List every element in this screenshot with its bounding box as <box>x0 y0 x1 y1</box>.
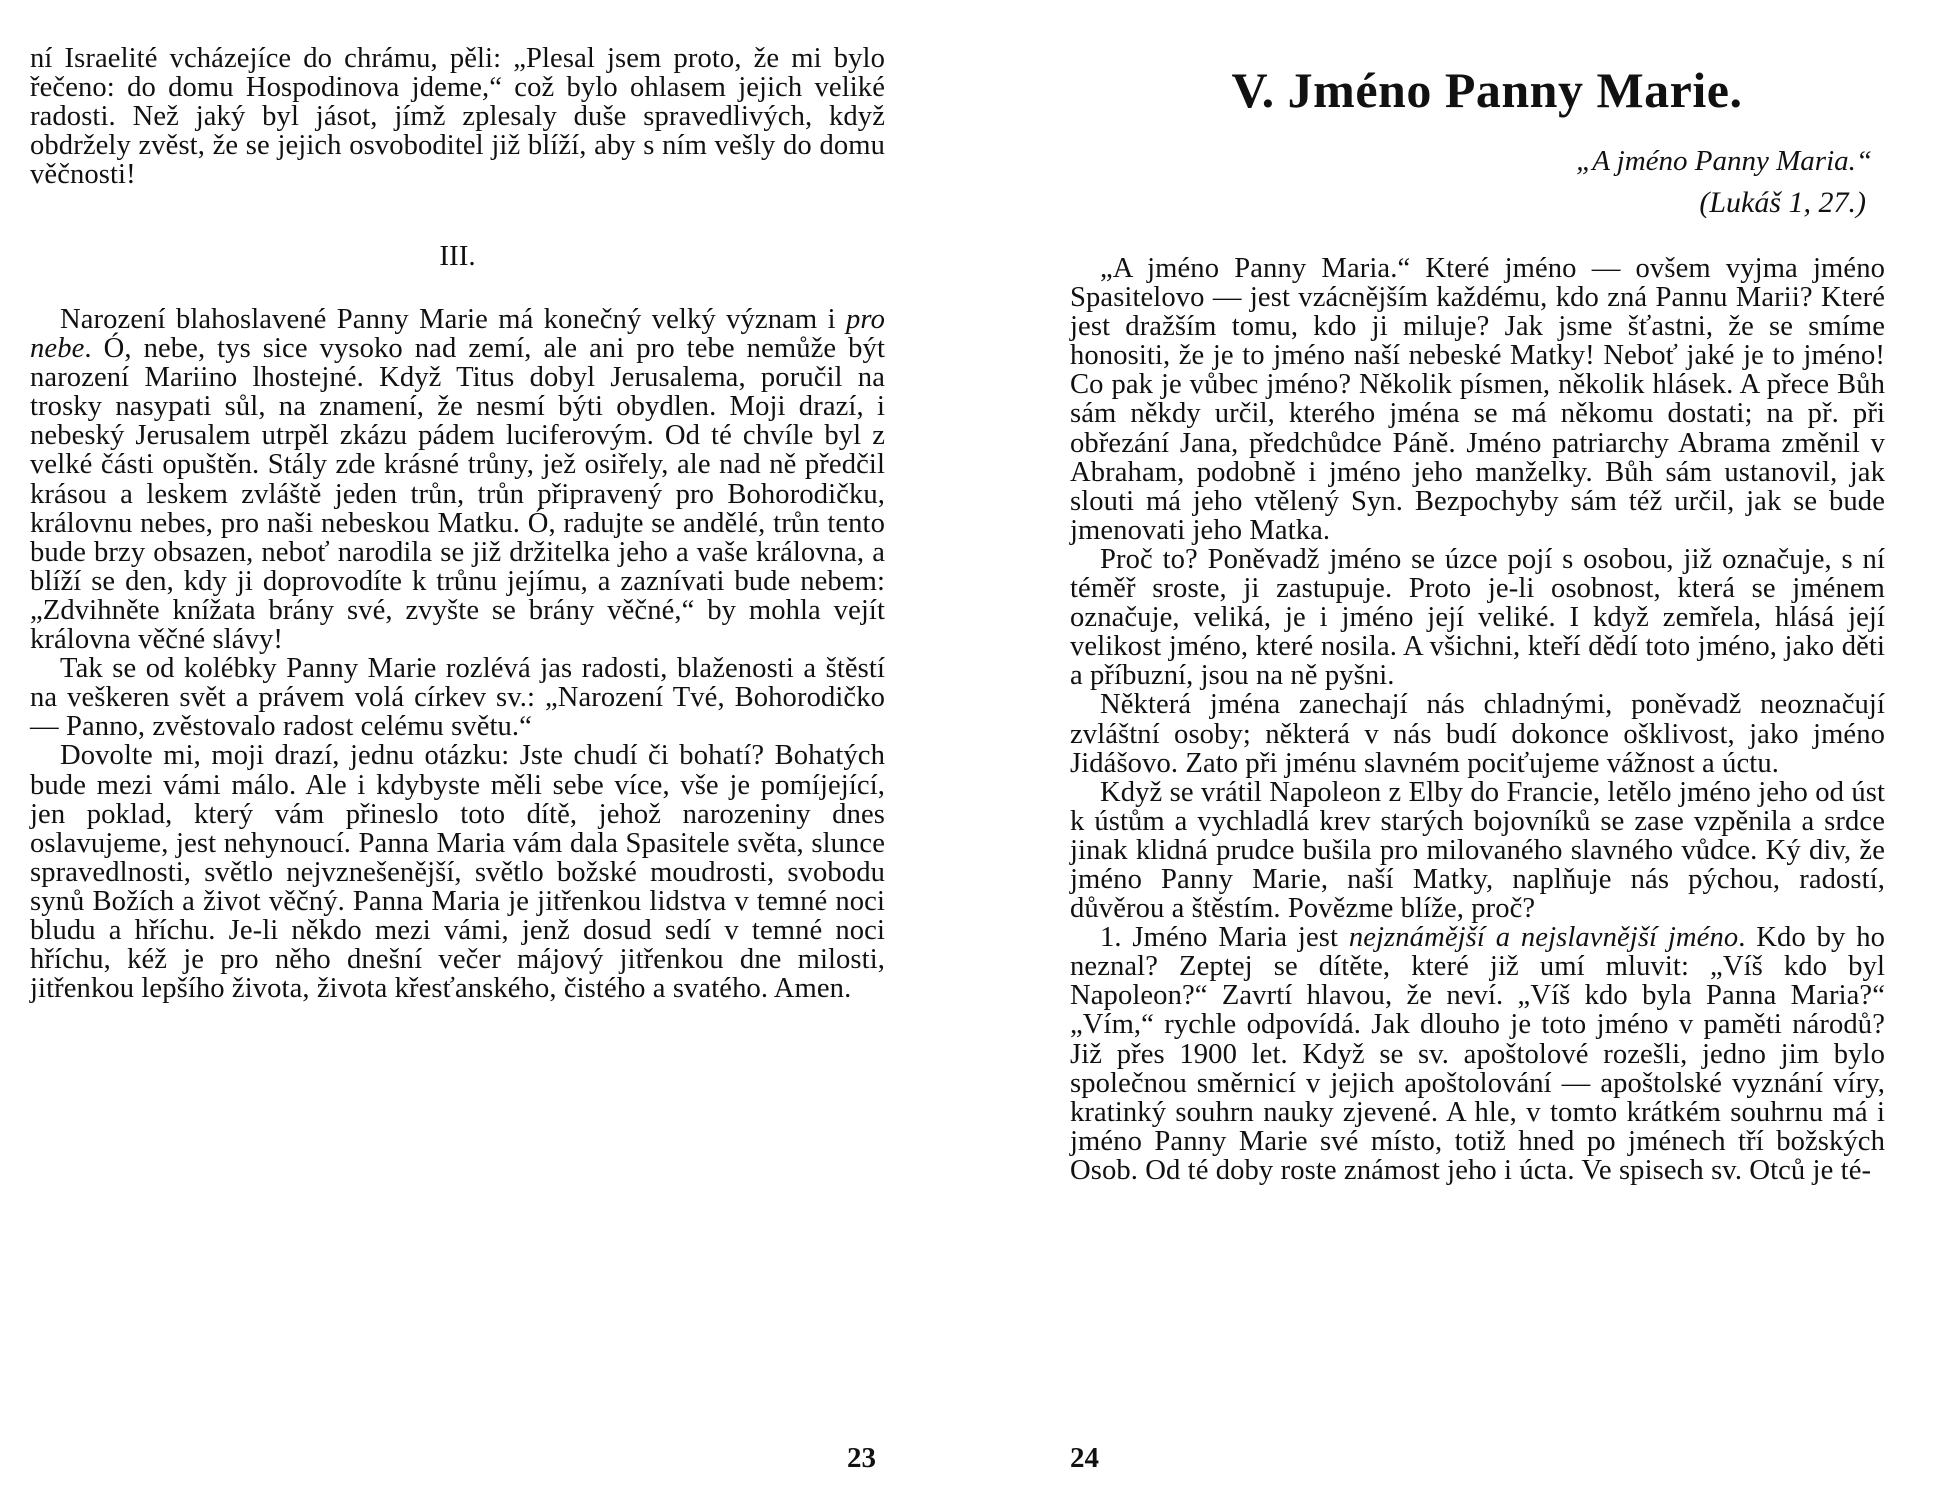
paragraph-text: Narození blahoslavené Panny Marie má konečný velký význam i <box>60 304 847 335</box>
epigraph-quote: „A jméno Panny Maria.“ <box>1576 145 1872 177</box>
paragraph: Dovolte mi, moji drazí, jednu otázku: Jste chudí či bohatí? Bohatých bude mezi vámi málo. Ale i kdybyste měli sebe více, vše je pomíjející, jen poklad, který vám přineslo toto dítě, jehož narozeniny dnes oslavujeme, jest nehynoucí. Panna Maria vám dala Spasitele světa, slunce spravedlnosti, světlo nejvznešenější, světlo božské moudrosti, svobodu synů Božích a život věčný. Panna Maria je jitřenkou lidstva v temné noci bludu a hříchu. Je-li někdo mezi vámi, jenž dosud sedí v temné noci hříchu, kéž je pro něho dnešní večer májový jitřenkou dne milosti, jitřenkou lepšího života, života křesťanského, čistého a svatého. Amen. <box>30 740 885 1005</box>
paragraph: Některá jména zanechají nás chladnými, poněvadž neoznačují zvláštní osoby; některá v nás budí dokonce ošklivost, jako jméno Jidášovo. Zato při jménu slavném pociťujeme vážnost a úctu. <box>1070 689 1885 779</box>
paragraph: ní Israelité vcházejíce do chrámu, pěli: „Plesal jsem proto, že mi bylo řečeno: do domu Hospodinova jdeme,“ což bylo ohlasem jejich veliké radosti. Než jaký byl jásot, jímž zplesaly duše spravedlivých, když obdržely zvěst, že se jejich osvoboditel již blíží, aby s ním vešly do domu věčnosti! <box>30 43 885 191</box>
emphasis-text: pro nebe <box>30 304 885 365</box>
chapter-title: V. Jméno Panny Marie. <box>1231 62 1743 118</box>
right-page <box>972 0 1944 1500</box>
paragraph: Když se vrátil Napoleon z Elby do Francie, letělo jméno jeho od úst k ústům a vychladlá krev starých bojovníků se zase vzpěnila a srdce jinak klidná prudce bušila pro milovaného slavného vůdce. Ký div, že jméno Panny Marie, naší Matky, naplňuje nás pýchou, radostí, důvěrou a štěstím. Povězme blíže, proč? <box>1070 776 1885 925</box>
page-number: 23 <box>847 1442 876 1474</box>
left-page-section-text <box>30 305 885 1003</box>
paragraph-text: . Kdo by ho neznal? Zeptej se dítěte, které již umí mluvit: „Víš kdo byl Napoleon?“ Zavrtí hlavou, že neví. „Víš kdo byla Panna Maria?“ „Vím,“ rychle odpovídá. Jak dlouho je toto jméno v paměti národů? Již přes 1900 let. Když se sv. apoštolové rozešli, jedno jim bylo společnou směrnicí v jejich apoštolování — apoštolské vyznání víry, kratinký souhrn nauky zjevené. A hle, v tomto krátkém souhrnu má i jméno Panny Marie své místo, totiž hned po jménech tří božských Osob. Od té doby roste známost jeho i úcta. Ve spisech sv. Otců je té- <box>1070 922 1885 1186</box>
paragraph: Tak se od kolébky Panny Marie rozlévá jas radosti, blaženosti a štěstí na veškeren svět a právem volá církev sv.: „Narození Tvé, Bohorodičko — Panno, zvěstovalo radost celému světu.“ <box>30 653 885 743</box>
paragraph: Proč to? Poněvadž jméno se úzce pojí s osobou, již označuje, s ní téměř sroste, ji zastupuje. Proto je-li osobnost, která se jménem označuje, veliká, je i jméno její veliké. I když zemřela, hlásá její velikost jméno, které nosila. A všichni, kteří dědí toto jméno, jako děti a příbuzní, jsou na ně pyšni. <box>1070 543 1885 692</box>
emphasis-text: nejznámější a nejslavnější jméno <box>1348 922 1739 954</box>
paragraph <box>1070 923 1885 1185</box>
section-number: III. <box>439 240 476 272</box>
left-page-continuation-text <box>30 44 885 189</box>
right-page-chapter-text <box>1070 254 1885 1185</box>
paragraph: „A jméno Panny Maria.“ Které jméno — ovšem vyjma jméno Spasitelovo — jest vzácnějším každému, kdo zná Pannu Marii? Které jest dražším tomu, kdo ji miluje? Jak jsme šťastni, že se smíme honositi, že je to jméno naší nebeské Matky! Neboť jaké je to jméno! Co pak je vůbec jméno? Několik písmen, několik hlásek. A přece Bůh sám někdy určil, kterého jména se má někomu dostati; na př. při obřezání Jana, předchůdce Páně. Jméno patriarchy Abrama změnil v Abraham, podobně i jméno jeho manželky. Bůh sám ustanovil, jak slouti má jeho vtělený Syn. Bezpochyby sám též určil, jak se bude jmenovati jeho Matka. <box>1070 253 1885 546</box>
paragraph-text: 1. Jméno Maria jest <box>1100 922 1349 954</box>
paragraph <box>30 305 885 654</box>
paragraph-text: . Ó, nebe, tys sice vysoko nad zemí, ale ani pro tebe nemůže být narození Mariino lhostejné. Když Titus dobyl Jerusalema, poručil na trosky nasypati sůl, na znamení, že nesmí býti obydlen. Moji drazí, i nebeský Jerusalem utrpěl zkázu pádem luciferovým. Od té chvíle byl z velké části opuštěn. Stály zde krásné trůny, jež osiřely, ale nad ně předčil krásou a leskem zvláště jeden trůn, trůn připravený pro Bohorodičku, královnu nebes, pro naši nebeskou Matku. Ó, radujte se andělé, trůn tento bude brzy obsazen, neboť narodila se již držitelka jeho a vaše královna, a blíží se den, kdy ji doprovodíte k trůnu jejímu, a zaznívati bude nebem: „Zdvihněte knížata brány své, zvyšte se brány věčné,“ by mohla vejít královna věčné slávy! <box>30 333 885 656</box>
epigraph-citation: (Lukáš 1, 27.) <box>1699 186 1866 219</box>
page-number: 24 <box>1070 1442 1099 1474</box>
epigraph <box>1576 140 1872 224</box>
